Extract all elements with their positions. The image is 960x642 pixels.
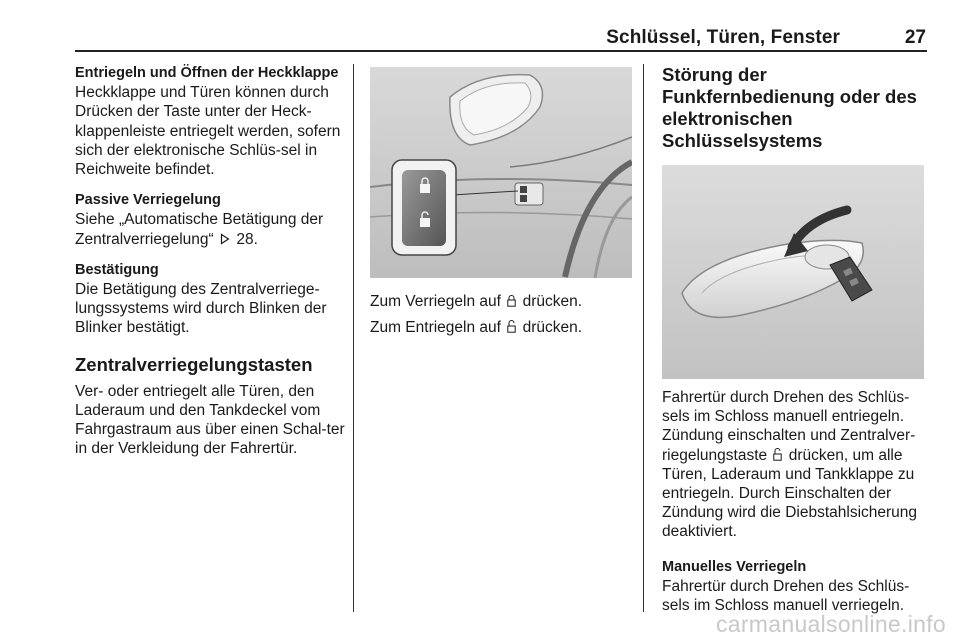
middle-column xyxy=(370,292,635,337)
door-panel-illustration xyxy=(370,67,632,278)
page-reference[interactable]: 28. xyxy=(236,230,258,248)
right-column-lower xyxy=(662,388,927,615)
lock-instruction-prefix: Zum Verriegeln auf xyxy=(370,293,501,310)
heading-passive-locking: Passive Verriegelung xyxy=(75,192,221,209)
unlock-instruction xyxy=(370,318,635,337)
watermark: carmanualsonline.info xyxy=(715,611,946,637)
heading-confirmation: Bestätigung xyxy=(75,261,159,278)
paragraph-passive-locking xyxy=(75,210,347,248)
paragraph-confirmation: Die Betätigung des Zentralverriege-lungssystems wird durch Blinken der Blinker bestätigt. xyxy=(75,281,327,337)
heading-tailgate: Entriegeln und Öffnen der Heckklappe xyxy=(75,65,339,81)
header-rule xyxy=(75,50,927,52)
running-header-title: Schlüssel, Türen, Fenster xyxy=(606,27,840,48)
reference-triangle-icon xyxy=(220,233,230,245)
page-number: 27 xyxy=(904,27,926,48)
heading-central-locking-buttons: Zentralverriegelungstasten xyxy=(75,353,313,375)
lock-open-icon xyxy=(507,320,516,333)
passive-locking-text: Siehe „Automatische Betätigung der Zentralverriegelung“ xyxy=(75,211,324,248)
door-handle-illustration xyxy=(662,165,924,379)
heading-remote-failure: Störung der Funkfernbedienung oder des elektronischen Schlüsselsystems xyxy=(662,64,917,151)
left-column xyxy=(75,64,347,458)
door-panel-drawing xyxy=(370,67,632,278)
column-divider-left xyxy=(353,64,354,612)
ignition-text-suffix: drücken, um alle Türen, Laderaum und Tankklappe zu entriegeln. Durch Einschalten der Zündung wird die Diebstahlsicherung deaktiviert. xyxy=(662,446,918,541)
heading-manual-locking: Manuelles Verriegeln xyxy=(662,558,807,575)
unlock-instruction-suffix: drücken. xyxy=(522,319,583,337)
lock-instruction xyxy=(370,292,635,311)
lock-closed-icon xyxy=(507,294,516,307)
paragraph-manual-unlocking-2 xyxy=(662,426,927,541)
paragraph-tailgate: Heckklappe und Türen können durch Drücken der Taste unter der Heck-klappenleiste entriegelt werden, sofern sich der elektronische Schlüs-sel in Reichweite befindet. xyxy=(75,84,341,179)
unlock-instruction-prefix: Zum Entriegeln auf xyxy=(370,319,501,337)
lock-open-icon xyxy=(773,448,782,461)
door-handle-drawing xyxy=(662,165,924,379)
paragraph-manual-locking: Fahrertür durch Drehen des Schlüs-sels im Schloss manuell verriegeln. xyxy=(662,577,910,615)
lock-instruction-suffix: drücken. xyxy=(522,293,583,310)
column-divider-right xyxy=(643,64,644,612)
paragraph-manual-unlocking-1: Fahrertür durch Drehen des Schlüs-sels im Schloss manuell entriegeln. xyxy=(662,389,910,426)
paragraph-central-locking-buttons: Ver- oder entriegelt alle Türen, den Laderaum und den Tankdeckel vom Fahrgastraum aus über einen Schal-ter in der Verkleidung der Fahrertür. xyxy=(75,382,345,458)
ignition-text-prefix: Zündung einschalten und Zentralver-riegelungstaste xyxy=(662,427,916,464)
